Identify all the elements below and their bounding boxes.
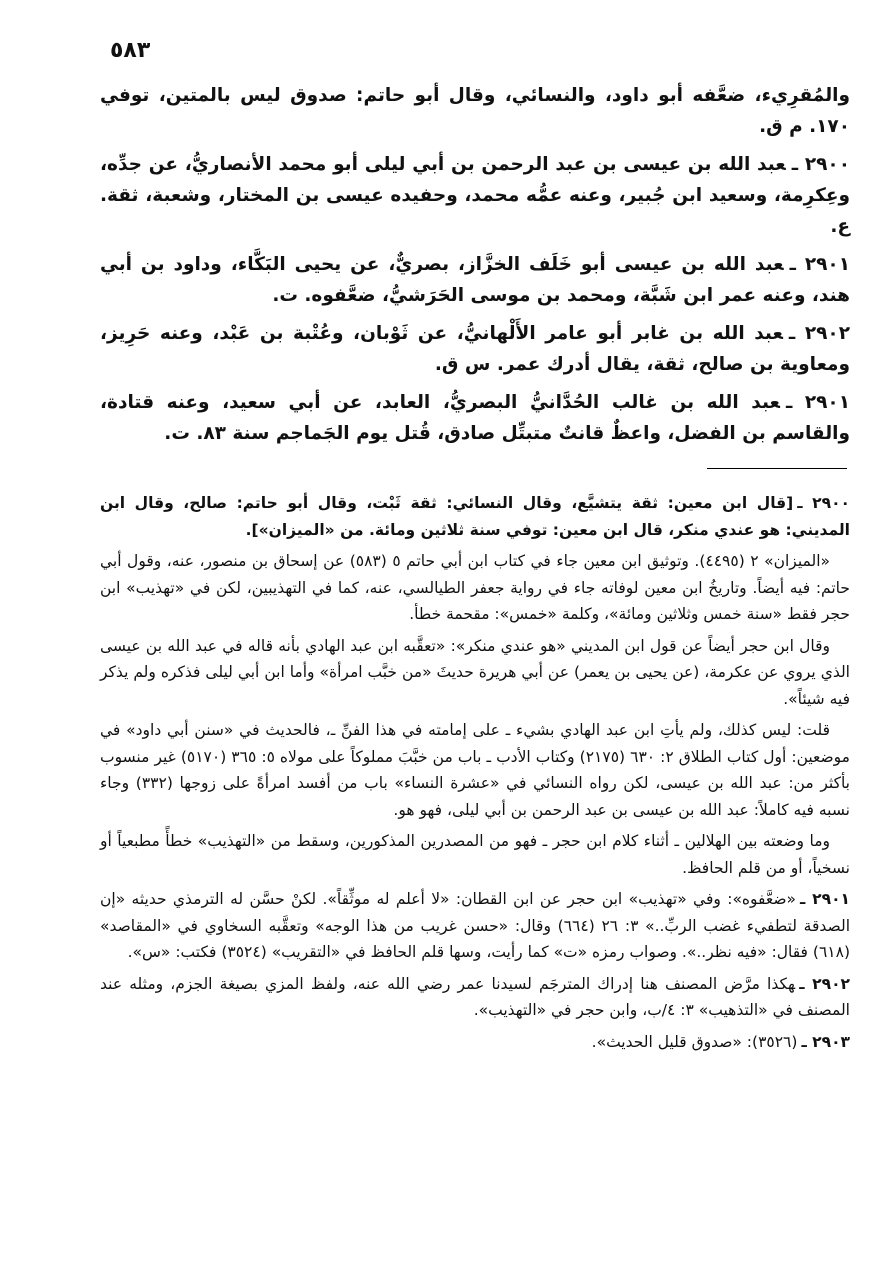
- footnote-2900: [100, 490, 850, 543]
- entry-text: عبد الله بن عيسى بن عبد الرحمن بن أبي ليلى أبو محمد الأنصاريُّ، عن جدِّه، وعِكرِمة، وسعيد ابن جُبير، وعنه عمُّه محمد، وحفيده عيسى بن المختار، وشعبة، ثقة. ع.: [100, 154, 850, 237]
- entry-2902: [100, 318, 850, 380]
- entry-text: عبد الله بن عيسى أبو خَلَف الخزَّاز، بصريٌّ، عن يحيى البَكَّاء، وداود بن أبي هند، وعنه عمر ابن شَبَّة، ومحمد بن موسى الحَرَشيُّ، ضعَّفوه. ت.: [100, 254, 850, 306]
- entry-2903: [100, 387, 850, 449]
- footnotes: [100, 490, 850, 1060]
- entry-text: عبد الله بن غالب الحُدَّانيُّ البصريُّ، العابد، عن أبي سعيد، وعنه قتادة، والقاسم بن الفضل، واعظٌ قانتٌ متبتِّل صادق، قُتل يوم الجَماجم سنة ٨٣. ت.: [100, 392, 850, 444]
- footnote-number: ٢٩٠٣ ـ: [801, 1032, 850, 1051]
- footnote-text: هكذا مرَّض المصنف هنا إدراك المترجَم لسيدنا عمر رضي الله عنه، ولفظ المزي بصيغة الجزم، ومثله عند المصنف في «التذهيب» ٣: ٤/ب، وابن حجر في «التهذيب».: [100, 974, 850, 1019]
- footnote-paragraph: «الميزان» ٢ (٤٤٩٥). وتوثيق ابن معين جاء في كتاب ابن أبي حاتم ٥ (٥٨٣) عن إسحاق بن منصور، عنه، وقول أبي حاتم: فيه أيضاً. وتاريخُ ابن معين لوفاته جاء في رواية جعفر الطيالسي، عنه، كما في التهذيبين، لكن في «تهذيب» ابن حجر فقط «سنة خمس وثلاثين ومائة»، وكلمة «خمس»: مقحمة خطأ.: [100, 552, 850, 623]
- footnote-2901: [100, 886, 850, 966]
- entry-number: ٢٩٠١ ـ: [789, 254, 850, 275]
- footnote-number: ٢٩٠٠ ـ: [797, 494, 850, 512]
- footnote-number: ٢٩٠١ ـ: [800, 890, 850, 908]
- page-number: ٥٨٣: [110, 38, 151, 63]
- continuation-paragraph: والمُقرِيء، ضعَّفه أبو داود، والنسائي، وقال أبو حاتم: صدوق ليس بالمتين، توفي ١٧٠. م ق.: [100, 85, 850, 137]
- entry-number: ٢٩٠٢ ـ: [788, 323, 850, 344]
- entry-number: ٢٩٠١ ـ: [785, 392, 850, 413]
- main-text: [100, 80, 850, 456]
- footnote-2903: [100, 1029, 850, 1056]
- footnote-2902: [100, 971, 850, 1024]
- footnote-text: «ضعَّفوه»: وفي «تهذيب» ابن حجر عن ابن القطان: «لا أعلم له موثِّقاً». لكنْ حسَّن له الترمذي حديثه «إن الصدقة لتطفيء غضب الربِّ..» ٣: ٢٦ (٦٦٤) وقال: «حسن غريب من هذا الوجه» وتعقَّبه السخاوي في «المقاصد» (٦١٨) فقال: «فيه نظر..». وصواب رمزه «ت» كما رأيت، وسها قلم الحافظ في «التقريب» (٣٥٢٤) فكتب: «س».: [100, 890, 850, 961]
- entry-text: عبد الله بن غابر أبو عامر الأَلْهانيُّ، عن ثَوْبان، وعُتْبة بن عَبْد، وعنه حَرِيز، ومعاوية بن صالح، ثقة، يقال أدرك عمر. س ق.: [100, 323, 850, 375]
- footnote-paragraph: وما وضعته بين الهلالين ـ أثناء كلام ابن حجر ـ فهو من المصدرين المذكورين، وسقط من «التهذيب» خطأً مطبعياً أو نسخياً، أو من قلم الحافظ.: [100, 832, 850, 877]
- entry-2901: [100, 249, 850, 311]
- entry-number: ٢٩٠٠ ـ: [791, 154, 850, 175]
- footnote-text: (٣٥٢٦): «صدوق قليل الحديث».: [591, 1032, 798, 1051]
- footnote-divider: [707, 468, 847, 469]
- footnote-paragraph: قلت: ليس كذلك، ولم يأتِ ابن عبد الهادي بشيء ـ على إمامته في هذا الفنِّ ـ، فالحديث في «سنن أبي داود» في موضعين: أول كتاب الطلاق ٢: ٦٣٠ (٢١٧٥) وكتاب الأدب ـ باب من خبَّبَ مملوكاً على مولاه ٥: ٣٦٥ (٥١٧٠) غير منسوب بأكثر من: عبد الله بن عيسى، لكن رواه النسائي في «عشرة النساء» باب من أفسد امرأةً على زوجها (٣٣٢) وجاء نسبه فيه كاملاً: عبد الله بن عيسى بن عبد الرحمن بن أبي ليلى، فهو هو.: [100, 721, 850, 819]
- footnote-paragraph: وقال ابن حجر أيضاً عن قول ابن المديني «هو عندي منكر»: «تعقَّبه ابن عبد الهادي بأنه قاله في عبد الله بن عيسى الذي يروي عن عكرمة، (عن يحيى بن يعمر) عن أبي هريرة حديثَ «من خبَّب امرأة» وأما ابن أبي ليلى فذكره ولم يذكر فيه شيئاً».: [100, 636, 850, 708]
- entry-2900: [100, 149, 850, 242]
- footnote-number: ٢٩٠٢ ـ: [799, 974, 850, 993]
- footnote-bold-text: [قال ابن معين: ثقة يتشيَّع، وقال النسائي: ثقة ثَبْت، وقال أبو حاتم: صالح، وقال ابن المديني: هو عندي منكر، قال ابن معين: توفي سنة ثلاثين ومائة. من «الميزان»].: [100, 494, 850, 539]
